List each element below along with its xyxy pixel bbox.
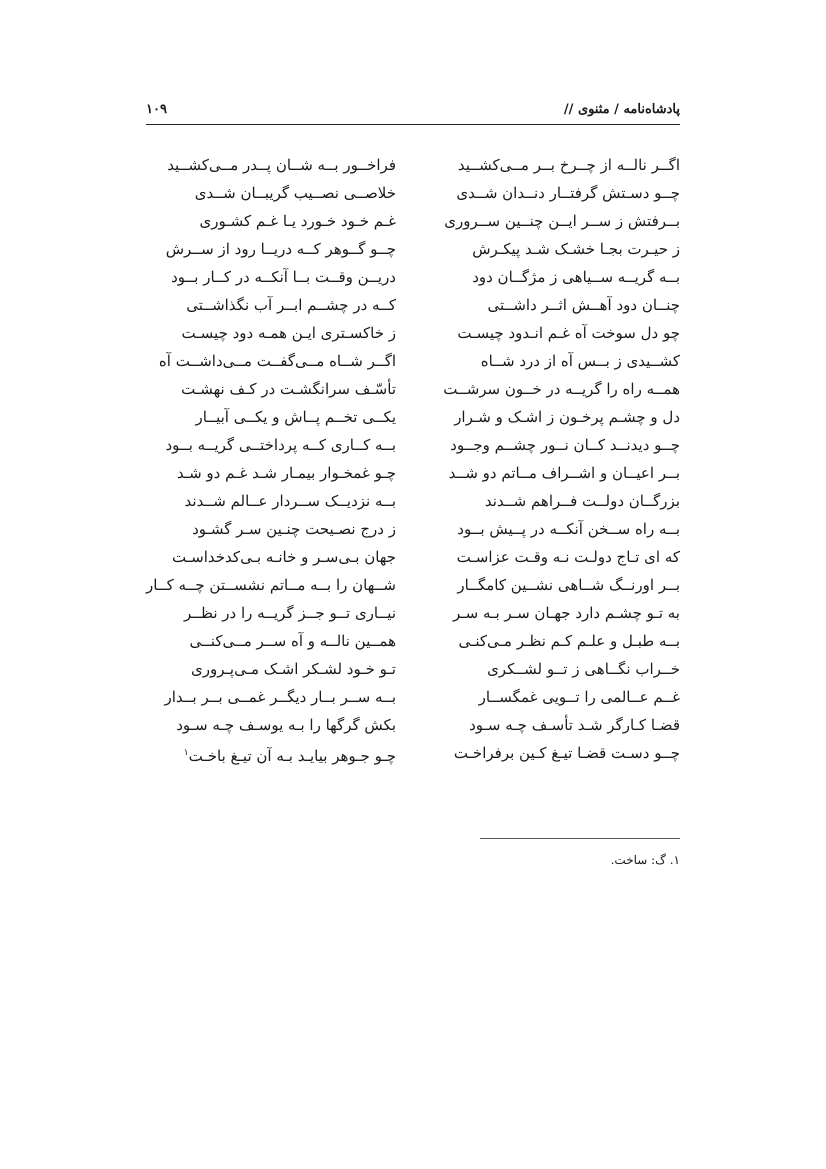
verse-line: بــه گریــه ســیاهی ز مژگــان دود (472, 268, 680, 286)
footnote-rule (480, 838, 680, 839)
verse-line: چــو دسـت قضـا تیـغ کـین برفراخـت (453, 744, 680, 762)
verse-line: که ای تـاج دولـت نـه وقـت عزاسـت (456, 548, 680, 566)
header-rule (146, 124, 680, 125)
verse-line: تـو خـود لشـکر اشـک مـی‌پـروری (191, 660, 396, 678)
verse-line: ز درج نصـیحت چنـین سـر گشـود (192, 520, 396, 538)
verse-line: چــو دسـتش گرفتــار دنــدان شــدی (456, 184, 680, 202)
verse-line: کــه در چشــم ابــر آب نگذاشــتی (186, 296, 396, 314)
verse-line: چــو دیدنــد کــان نــور چشــم وجــود (450, 436, 680, 454)
verse-line: شــهان را بــه مــاتم نشســتن چــه کــار (146, 576, 396, 594)
verse-line: به تـو چشـم دارد جهـان سـر بـه سـر (453, 604, 680, 622)
verse-line: غـم خـود خـورد یـا غـم کشـوری (199, 212, 396, 230)
verse-line: تأسّـف سرانگشـت در کـف نهشـت (181, 380, 396, 398)
verse-line: خــراب نگــاهی ز تــو لشــکری (487, 660, 680, 678)
verse-line-with-footnote (146, 739, 396, 767)
verse-column-right (430, 151, 680, 767)
verse-line: بــه راه ســخن آنکــه در پــیش بــود (457, 520, 680, 538)
verse-line: بــر اعیــان و اشــراف مــاتم دو شــد (448, 464, 680, 482)
verse-line: قضـا کـارگر شـد تأسـف چـه سـود (469, 716, 680, 734)
running-header (146, 100, 680, 124)
verse-line: نیــاری تــو جــز گریــه را در نظــر (183, 604, 396, 622)
verse-line: غــم عــالمی را تــویی غمگســار (478, 688, 680, 706)
verse-line: چـو غمخـوار بیمـار شـد غـم دو شـد (176, 464, 396, 482)
verse-line: همــین نالــه و آه ســر مــی‌کنــی (189, 632, 396, 650)
verse-line: بــه کــاری کــه پرداختــی گریــه بــود (165, 436, 396, 454)
footnote: ۱. گ: ساخت. (610, 853, 680, 867)
running-title: پادشاه‌نامه / مثنوی // (563, 102, 680, 117)
verse-line: ز حیـرت بجـا خشـک شـد پیکـرش (472, 240, 680, 258)
verse-line: ز خاکسـتری ایـن همـه دود چیسـت (181, 324, 396, 342)
verse-line: اگــر شــاه مــی‌گفــت مــی‌داشــت آه (158, 352, 396, 370)
page-number: ۱۰۹ (146, 102, 167, 117)
verse-line: کشــیدی ز بــس آه از درد شــاه (480, 352, 680, 370)
verse-line: بــه نزدیــک ســردار عــالم شــدند (184, 492, 396, 510)
verse-line: اگــر نالــه از چــرخ بــر مــی‌کشــید (457, 156, 680, 174)
verse-line: دل و چشـم پرخـون ز اشـک و شـرار (454, 408, 680, 426)
verse-line: بــه ســر بــار دیگــر غمــی بــر بــدار (164, 688, 396, 706)
verse-line: چنــان دود آهــش اثــر داشــتی (487, 296, 680, 314)
verse-line: فراخــور بــه شــان پــدر مــی‌کشــید (167, 156, 396, 174)
verse-line: بــه طبـل و علـم کـم نظـر مـی‌کنـی (458, 632, 680, 650)
verse-line: چو دل سوخت آه غـم انـدود چیسـت (457, 324, 680, 342)
verse-line: بــرفتش ز ســر ایــن چنــین ســروری (444, 212, 680, 230)
verse-line: دریــن وقــت بــا آنکــه در کــار بــود (171, 268, 396, 286)
verse-line: جهان بـی‌سـر و خانـه بـی‌کدخداسـت (172, 548, 396, 566)
verse-line: خلاصــی نصــیب گریبــان شــدی (194, 184, 396, 202)
verse-line: بــر اورنــگ شــاهی نشــین کامگــار (457, 576, 680, 594)
verse-line: بزرگــان دولــت فــراهم شــدند (484, 492, 680, 510)
verse-text: چـو جـوهر بیایـد بـه آن تیـغ باخـت (188, 747, 396, 765)
verse-line: همــه راه را گریــه در خــون سرشــت (443, 380, 680, 398)
verse-line: یکــی تخــم پــاش و یکــی آبیــار (195, 408, 396, 426)
verse-line: بکش گرگها را بـه یوسـف چـه سـود (176, 716, 396, 734)
footnote-marker: ۱ (183, 748, 189, 758)
verse-line: چــو گــوهر کــه دریــا رود از ســرش (165, 240, 396, 258)
verse-column-left (146, 151, 396, 767)
